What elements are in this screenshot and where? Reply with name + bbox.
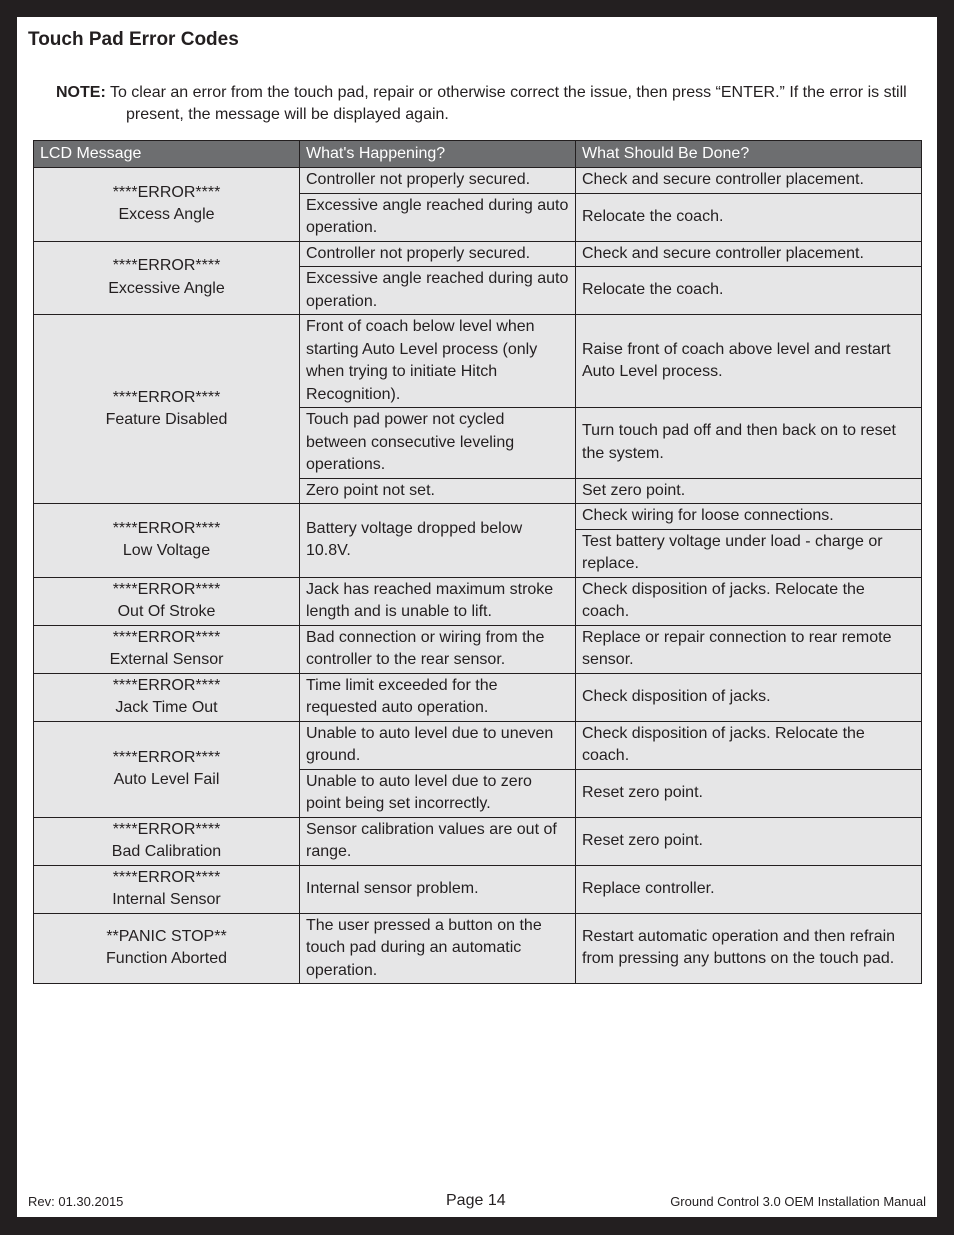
cause-cell: Zero point not set. (300, 478, 576, 504)
lcd-message-line2: Out Of Stroke (117, 603, 216, 620)
table-row (34, 168, 922, 194)
cause-cell: Jack has reached maximum stroke length and is unable to lift. (300, 577, 576, 625)
lcd-message-line1: ****ERROR**** (112, 519, 221, 537)
action-cell: Check disposition of jacks. Relocate the coach. (576, 721, 922, 769)
lcd-message-line2: Low Voltage (122, 542, 211, 560)
lcd-message-cell (34, 721, 300, 817)
lcd-message-line2: Jack Time Out (115, 699, 218, 716)
action-cell: Check disposition of jacks. Relocate the coach. (576, 577, 922, 625)
table-row (34, 721, 922, 769)
note-paragraph (56, 82, 954, 126)
table-row (34, 913, 922, 984)
lcd-message-line2: Auto Level Fail (113, 771, 220, 788)
lcd-message-line2: Feature Disabled (105, 411, 228, 428)
lcd-message-cell (34, 865, 300, 913)
action-cell: Restart automatic operation and then refrain from pressing any buttons on the touch pad. (576, 913, 922, 984)
lcd-message-line2: Function Aborted (106, 950, 227, 968)
table-row (34, 865, 922, 913)
lcd-message-line2: Internal Sensor (112, 891, 221, 908)
table-row (34, 817, 922, 865)
table-row (34, 315, 922, 408)
cause-cell: Time limit exceeded for the requested auto operation. (300, 673, 576, 721)
lcd-message-line2: Excess Angle (118, 206, 215, 224)
action-cell: Turn touch pad off and then back on to reset the system. (576, 408, 922, 479)
cause-cell: Excessive angle reached during auto operation. (300, 267, 576, 315)
cause-cell: Controller not properly secured. (300, 168, 576, 194)
action-cell: Replace or repair connection to rear remote sensor. (576, 625, 922, 673)
cause-cell: Front of coach below level when starting Auto Level process (only when trying to initiate Hitch Recognition). (300, 315, 576, 408)
cause-cell: Excessive angle reached during auto operation. (300, 193, 576, 241)
header-lcd-message: LCD Message (34, 141, 300, 168)
action-cell: Check disposition of jacks. (576, 673, 922, 721)
cause-cell: Unable to auto level due to zero point being set incorrectly. (300, 769, 576, 817)
lcd-message-line1: **PANIC STOP** (106, 927, 227, 945)
lcd-message-cell (34, 625, 300, 673)
lcd-message-cell (34, 817, 300, 865)
cause-cell: Touch pad power not cycled between consecutive leveling operations. (300, 408, 576, 479)
page-title: Touch Pad Error Codes (28, 29, 239, 50)
lcd-message-line1: ****ERROR**** (112, 257, 221, 275)
lcd-message-line1: ****ERROR**** (112, 868, 221, 886)
cause-cell: Unable to auto level due to uneven ground. (300, 721, 576, 769)
table-row (34, 504, 922, 530)
lcd-message-line1: ****ERROR**** (112, 580, 221, 598)
lcd-message-cell (34, 913, 300, 984)
note-label: NOTE: (56, 84, 106, 101)
table-row (34, 673, 922, 721)
action-cell: Relocate the coach. (576, 193, 922, 241)
lcd-message-cell (34, 673, 300, 721)
table-header-row (34, 141, 922, 168)
action-cell: Check wiring for loose connections. (576, 504, 922, 530)
lcd-message-line1: ****ERROR**** (112, 628, 221, 646)
action-cell: Check and secure controller placement. (576, 168, 922, 194)
lcd-message-line1: ****ERROR**** (112, 820, 221, 838)
action-cell: Replace controller. (576, 865, 922, 913)
lcd-message-line1: ****ERROR**** (112, 748, 221, 766)
action-cell: Reset zero point. (576, 817, 922, 865)
lcd-message-cell (34, 577, 300, 625)
lcd-message-line2: Bad Calibration (111, 843, 222, 860)
table-body (34, 168, 922, 984)
note-text: To clear an error from the touch pad, repair or otherwise correct the issue, then press “ENTER.” If the error is still present, the message will be displayed again. (105, 84, 907, 123)
cause-cell: Battery voltage dropped below 10.8V. (300, 504, 576, 578)
lcd-message-line1: ****ERROR**** (112, 676, 221, 694)
action-cell: Test battery voltage under load - charge or replace. (576, 529, 922, 577)
cause-cell: Bad connection or wiring from the controller to the rear sensor. (300, 625, 576, 673)
lcd-message-line2: Excessive Angle (108, 279, 225, 297)
footer-revision: Rev: 01.30.2015 (28, 1194, 124, 1209)
table-row (34, 241, 922, 267)
error-codes-table (33, 140, 922, 984)
lcd-message-cell (34, 315, 300, 504)
action-cell: Raise front of coach above level and restart Auto Level process. (576, 315, 922, 408)
lcd-message-cell (34, 504, 300, 578)
action-cell: Set zero point. (576, 478, 922, 504)
lcd-message-line1: ****ERROR**** (112, 388, 221, 406)
cause-cell: Internal sensor problem. (300, 865, 576, 913)
cause-cell: Sensor calibration values are out of range. (300, 817, 576, 865)
table-row (34, 625, 922, 673)
lcd-message-line2: External Sensor (109, 651, 224, 668)
footer-manual-title: Ground Control 3.0 OEM Installation Manual (670, 1194, 926, 1209)
table-row (34, 577, 922, 625)
action-cell: Check and secure controller placement. (576, 241, 922, 267)
cause-cell: The user pressed a button on the touch pad during an automatic operation. (300, 913, 576, 984)
footer-page-number: Page 14 (446, 1192, 506, 1209)
lcd-message-cell (34, 241, 300, 315)
action-cell: Relocate the coach. (576, 267, 922, 315)
header-what-to-do: What Should Be Done? (576, 141, 922, 168)
lcd-message-line1: ****ERROR**** (112, 183, 221, 201)
document-page (17, 17, 937, 1217)
action-cell: Reset zero point. (576, 769, 922, 817)
cause-cell: Controller not properly secured. (300, 241, 576, 267)
lcd-message-cell (34, 168, 300, 242)
header-whats-happening: What's Happening? (300, 141, 576, 168)
